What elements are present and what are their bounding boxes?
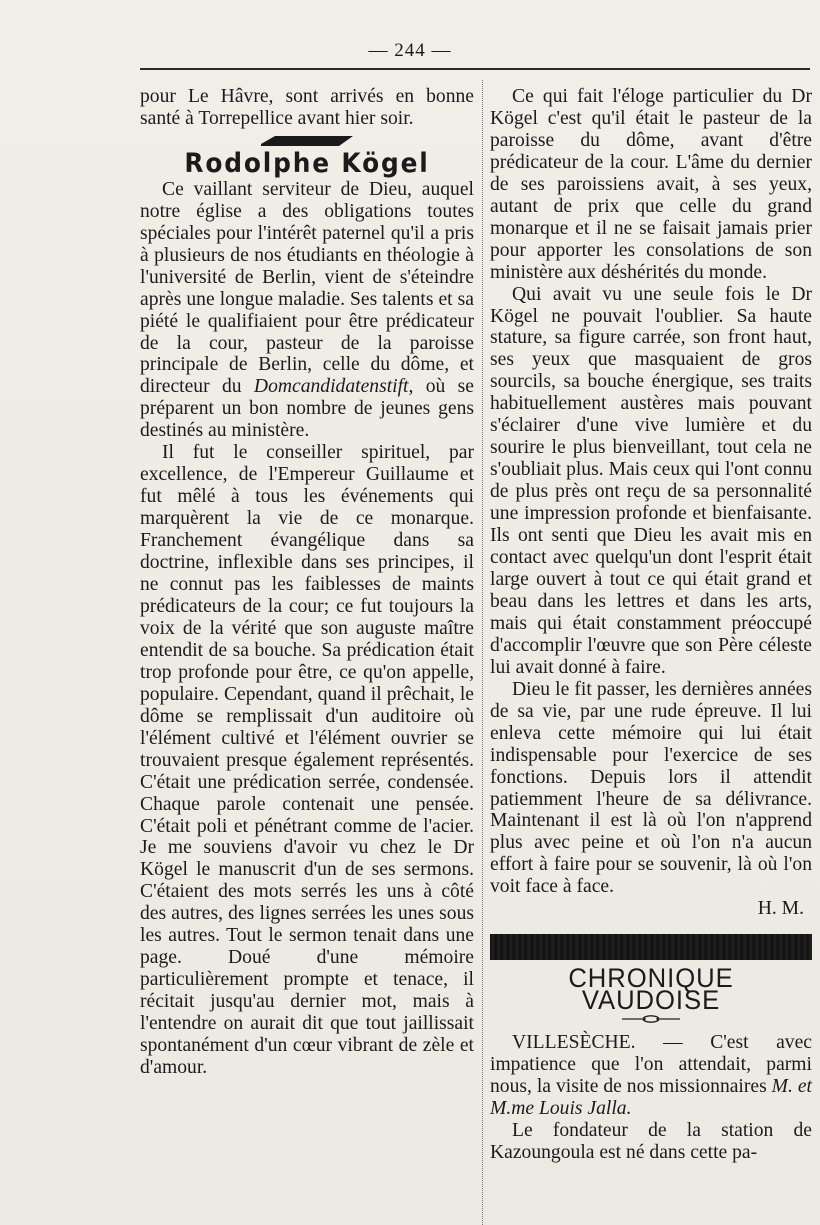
- italic-institution: Domcandidatenstift: [253, 376, 409, 398]
- article-paragraph: Il fut le conseiller spirituel, par excellence, de l'Empereur Guillaume et fut mêlé à tous les événements qui marquèrent la vie de ce monarque. Franchement évangélique dans sa doctrine, inflexible dans ses principes, il ne connut pas les faiblesses de maints prédicateurs de la cour; ce fut toujours la voix de la vérité que son auguste maître entendit de sa bouche. Sa prédication était trop profonde pour être, ce qu'on appelle, populaire. Cependant, quand il prêchait, le dôme se remplissait d'un auditoire où l'élément cultivé et l'élément ouvrier se trouvaient presque également représentés. C'était une prédication serrée, condensée. Chaque parole contenait une pensée. C'était poli et pénétrant comme de l'acier. Je me souviens d'avoir vu chez le Dr Kögel le manuscrit d'un de ses sermons. C'étaient des mots serrés les uns à côté des autres, des lignes serrées les unes sous les autres. Tout le sermon tenait dans une page. Doué d'une mémoire particulièrement prompte et tenace, il récitait jusqu'au dernier mot, mais à l'entendre on aurait dit que tout jaillissait spontanément d'un cœur vibrant de zèle et d'amour.: [140, 442, 474, 1078]
- column-divider: [482, 80, 483, 1225]
- news-paragraph: [490, 1032, 812, 1120]
- news-paragraph: Le fondateur de la station de Kazoungoula est né dans cette pa-: [490, 1119, 812, 1163]
- news-text: VILLESÈCHE. — C'est avec impatience que l'on attendait, parmi nous, la visite de nos missionnaires: [490, 1032, 812, 1098]
- article-paragraph: [140, 179, 474, 442]
- article-paragraph: Dieu le fit passer, les dernières années de sa vie, par une rude épreuve. Il lui enleva cette mémoire qui lui était indispensable pour l'exercice de ses fonctions. Depuis lors il attendit patiemment l'heure de sa délivrance. Maintenant il est là où l'on n'apprend plus avec peine et où l'on n'a aucun effort à faire pour se souvenir, là où l'on voit face à face.: [490, 678, 812, 898]
- page-number: — 244 —: [368, 40, 452, 61]
- dash-ornament: [257, 134, 357, 148]
- section-title: CHRONIQUE VAUDOISE: [568, 963, 734, 1016]
- article-title: Rodolphe Kögel: [184, 147, 430, 179]
- left-column: [140, 86, 474, 1079]
- article-paragraph: Ce qui fait l'éloge particulier du Dr Kögel c'est qu'il était le pasteur de la paroisse du dôme, avant d'être prédicateur de la cour. L'âme du dernier de ses paroissiens avait, à ses yeux, autant de prix que celle du grand monarque et il ne se faisait jamais prier pour apporter les consolations de son ministère aux déshérités du monde.: [490, 86, 812, 283]
- continued-paragraph: pour Le Hâvre, sont arrivés en bonne santé à Torrepellice avant hier soir.: [140, 86, 474, 129]
- author-signature: H. M.: [757, 898, 804, 920]
- header-rule: [140, 68, 810, 70]
- article-paragraph: Qui avait vu une seule fois le Dr Kögel ne pouvait l'oublier. Sa haute stature, sa figure carrée, son front haut, ses yeux que masquaient de gros sourcils, sa bouche énergique, ses traits habituellement austères mais pouvant s'éclairer d'une vive lumière et du sourire le plus bienveillant, tout cela ne s'oubliait plus. Mais ceux qui l'ont connu de plus près ont reçu de sa personnalité une impression profonde et bienfaisante. Ils ont senti que Dieu les avait mis en contact avec quelqu'un dont l'esprit était large ouvert à tout ce qui était grand et beau dans les lettres et dans les arts, mais qui était constamment préoccupé d'accomplir l'œuvre que son Père céleste lui avait donné à faire.: [490, 283, 812, 678]
- flourish-ornament: [620, 1014, 682, 1024]
- italic-names: M. et M.me Louis Jalla.: [490, 1076, 812, 1119]
- section-separator-bar: [490, 934, 812, 960]
- paragraph-text-end: , où se préparent un bon nombre de jeunes gens destinés au ministère.: [140, 376, 474, 442]
- paragraph-text: Ce vaillant serviteur de Dieu, auquel notre église a des obligations toutes spéciales pour l'intérêt paternel qu'il a pris à plusieurs de nos étudiants en théologie à l'université de Berlin, vient de s'éteindre après une longue maladie. Ses talents et sa piété le qualifiaient pour être prédicateur de la cour, pasteur de la paroisse principale de Berlin, celle du dôme, et directeur du: [140, 178, 474, 398]
- right-column: [490, 86, 812, 1164]
